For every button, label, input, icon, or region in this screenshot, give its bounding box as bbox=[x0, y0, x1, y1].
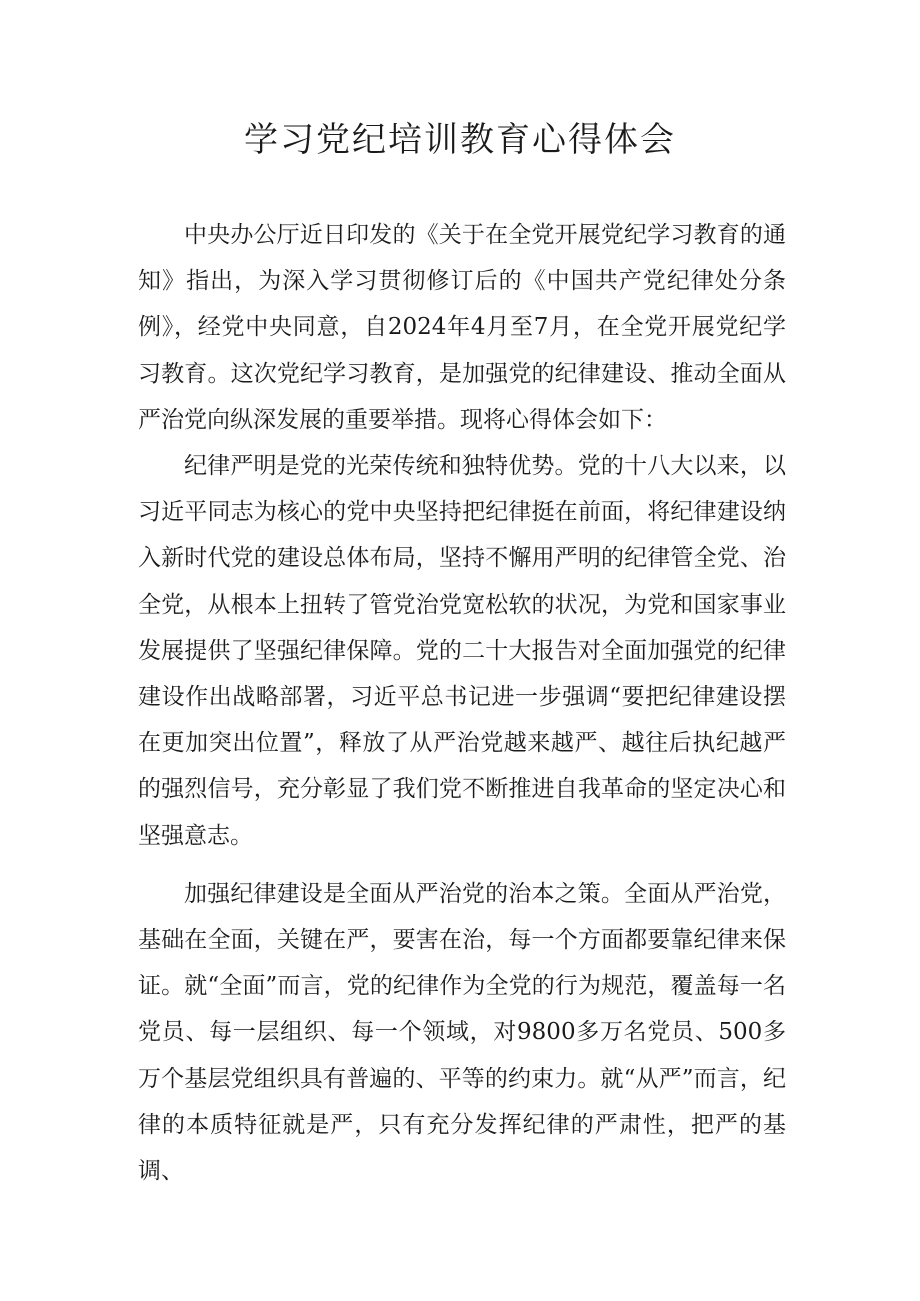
paragraph-3: 加强纪律建设是全面从严治党的治本之策。全面从严治党，基础在全面，关键在严，要害在治，每一个方面都要靠纪律来保证。就“全面”而言，党的纪律作为全党的行为规范，覆盖每一名党员、每一层组织、每一个领域，对9800多万名党员、500多万个基层党组织具有普遍的、平等的约束力。就“从严”而言，纪律的本质特征就是严，只有充分发挥纪律的严肃性，把严的基调、 bbox=[138, 880, 786, 1185]
document-title: 学习党纪培训教育心得体会 bbox=[244, 120, 676, 160]
document-body bbox=[138, 212, 786, 1194]
paragraph-1: 中央办公厅近日印发的《关于在全党开展党纪学习教育的通知》指出，为深入学习贯彻修订后的《中国共产党纪律处分条例》，经党中央同意，自2024年4月至7月，在全党开展党纪学习教育。这次党纪学习教育，是加强党的纪律建设、推动全面从严治党向纵深发展的重要举措。现将心得体会如下： bbox=[138, 222, 786, 433]
paragraph-2: 纪律严明是党的光荣传统和独特优势。党的十八大以来，以习近平同志为核心的党中央坚持把纪律挺在前面，将纪律建设纳入新时代党的建设总体布局，坚持不懈用严明的纪律管全党、治全党，从根本上扭转了管党治党宽松软的状况，为党和国家事业发展提供了坚强纪律保障。党的二十大报告对全面加强党的纪律建设作出战略部署，习近平总书记进一步强调“要把纪律建设摆在更加突出位置”，释放了从严治党越来越严、越往后执纪越严的强烈信号，充分彰显了我们党不断推进自我革命的坚定决心和坚强意志。 bbox=[138, 453, 786, 849]
